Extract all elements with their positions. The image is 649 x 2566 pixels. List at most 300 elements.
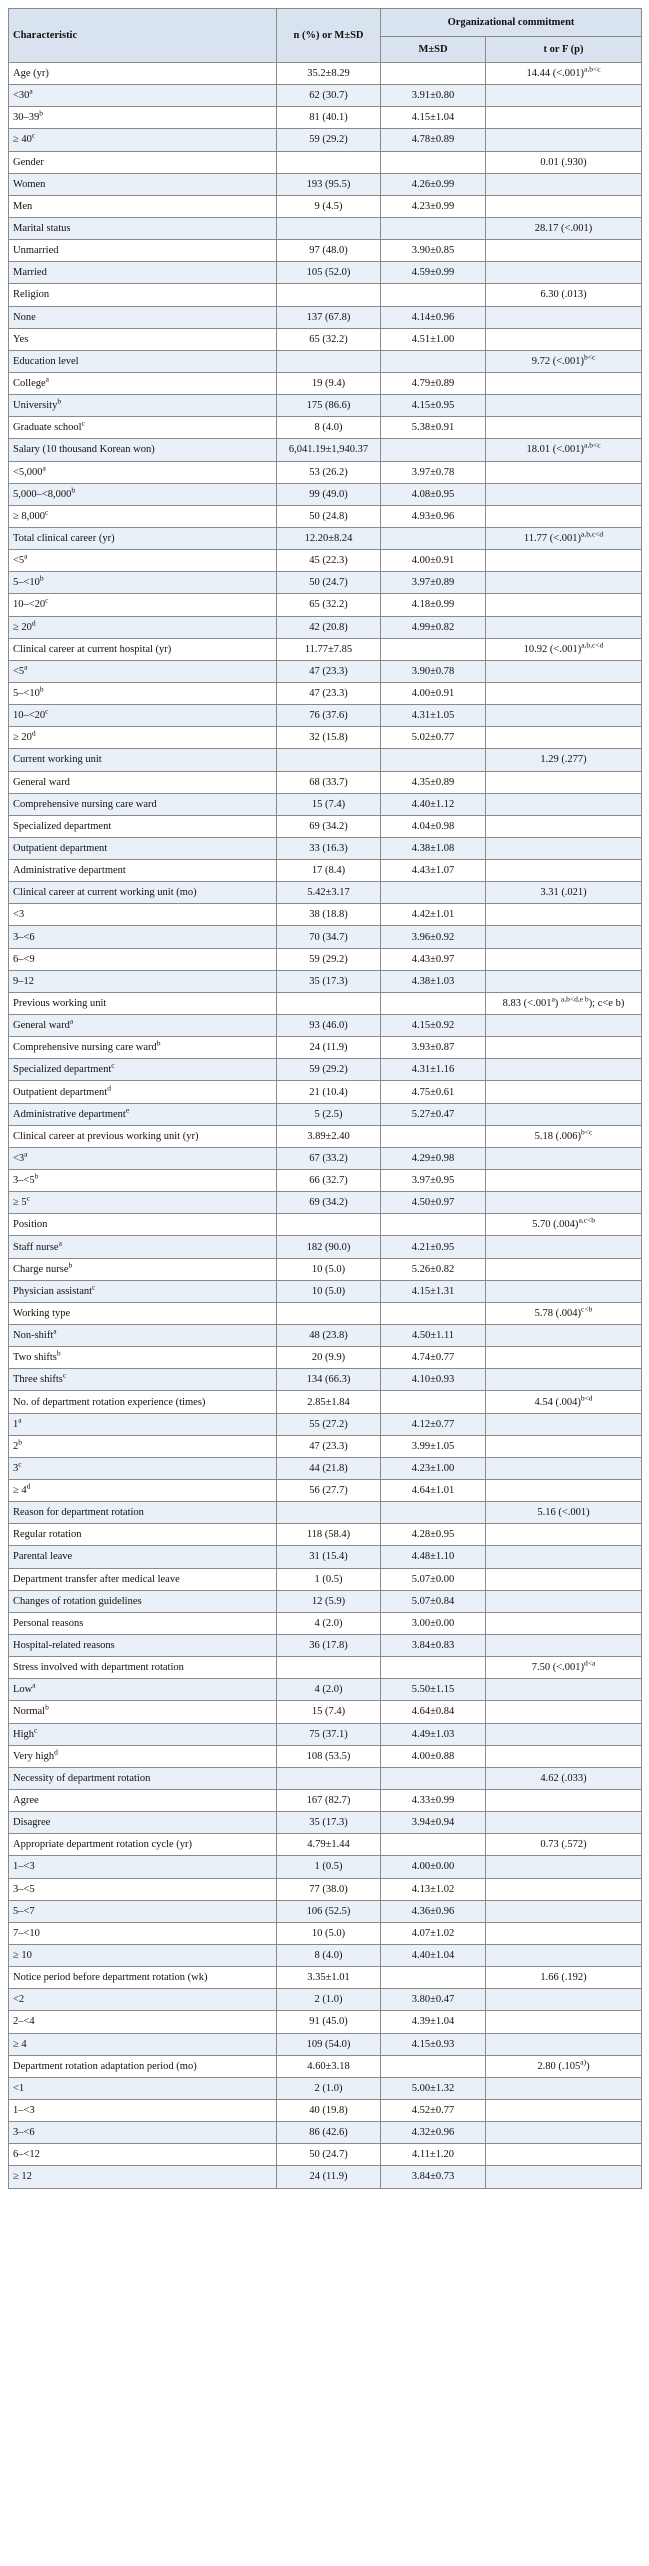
group-superscript: a xyxy=(32,1680,36,1690)
table-row xyxy=(9,195,642,217)
n-percent-value: 69 (34.2) xyxy=(309,1197,348,1209)
table-row xyxy=(9,1125,642,1147)
cell-characteristic xyxy=(9,262,277,284)
posthoc-superscript: a,b<c xyxy=(584,64,601,74)
cell-characteristic xyxy=(9,1347,277,1369)
cell-t-or-f xyxy=(486,1125,642,1147)
characteristic-label: University xyxy=(13,400,58,412)
group-superscript: b xyxy=(18,1437,22,1447)
cell-n-percent xyxy=(277,2144,381,2166)
n-percent-value: 19 (9.4) xyxy=(311,378,346,390)
n-percent-value: 10 (5.0) xyxy=(311,1927,346,1939)
msd-value: 3.84±0.83 xyxy=(411,1640,455,1652)
t-or-f-value-tail: ) xyxy=(586,2060,590,2072)
cell-characteristic xyxy=(9,1280,277,1302)
cell-n-percent xyxy=(277,1989,381,2011)
characteristic-label: Parental leave xyxy=(13,1551,73,1563)
cell-n-percent xyxy=(277,262,381,284)
table-row xyxy=(9,638,642,660)
characteristic-label: Notice period before department rotation (wk) xyxy=(13,1972,208,1984)
cell-n-percent xyxy=(277,1922,381,1944)
msd-value: 3.96±0.92 xyxy=(411,931,455,943)
table-row xyxy=(9,682,642,704)
t-or-f-value: 8.83 (<.001 xyxy=(502,997,552,1009)
cell-msd xyxy=(381,705,486,727)
characteristic-label: <5,000 xyxy=(13,466,43,478)
cell-t-or-f xyxy=(486,1679,642,1701)
table-row xyxy=(9,395,642,417)
cell-n-percent xyxy=(277,1679,381,1701)
characteristic-label: 7–<10 xyxy=(13,1927,40,1939)
table-row xyxy=(9,2144,642,2166)
table-row xyxy=(9,350,642,372)
table-row xyxy=(9,129,642,151)
cell-characteristic xyxy=(9,1989,277,2011)
cell-n-percent xyxy=(277,1568,381,1590)
table-row xyxy=(9,1103,642,1125)
cell-t-or-f xyxy=(486,1347,642,1369)
cell-n-percent xyxy=(277,882,381,904)
cell-characteristic xyxy=(9,63,277,85)
n-percent-value: 175 (86.6) xyxy=(306,400,351,412)
group-superscript: e xyxy=(125,1105,130,1115)
cell-msd xyxy=(381,860,486,882)
msd-value: 4.07±1.02 xyxy=(411,1927,455,1939)
n-percent-value: 99 (49.0) xyxy=(309,488,348,500)
cell-t-or-f xyxy=(486,372,642,394)
characteristic-label: Outpatient department xyxy=(13,1086,108,1098)
n-percent-value: 21 (10.4) xyxy=(309,1086,348,1098)
n-percent-value: 75 (37.1) xyxy=(309,1728,348,1740)
t-or-f-value: 18.01 (<.001) xyxy=(526,444,585,456)
cell-t-or-f xyxy=(486,439,642,461)
cell-n-percent xyxy=(277,749,381,771)
msd-value: 4.11±1.20 xyxy=(411,2149,455,2161)
table-row xyxy=(9,904,642,926)
cell-n-percent xyxy=(277,1967,381,1989)
group-superscript: b xyxy=(39,684,44,694)
t-or-f-value: 6.30 (.013) xyxy=(540,289,587,301)
cell-characteristic xyxy=(9,837,277,859)
cell-characteristic xyxy=(9,483,277,505)
t-or-f-value: 5.78 (.004) xyxy=(534,1307,582,1319)
msd-value: 5.27±0.47 xyxy=(411,1108,455,1120)
group-superscript: a xyxy=(24,1149,28,1159)
cell-n-percent xyxy=(277,1502,381,1524)
characteristic-label: Specialized department xyxy=(13,820,112,832)
characteristic-label: ≥ 20 xyxy=(13,621,32,633)
msd-value: 5.07±0.00 xyxy=(411,1573,455,1585)
table-row xyxy=(9,1612,642,1634)
n-percent-value: 15 (7.4) xyxy=(311,798,346,810)
characteristic-label: No. of department rotation experience (times) xyxy=(13,1396,206,1408)
cell-msd xyxy=(381,793,486,815)
cell-msd xyxy=(381,1170,486,1192)
table-row xyxy=(9,1812,642,1834)
cell-t-or-f xyxy=(486,173,642,195)
cell-n-percent xyxy=(277,129,381,151)
cell-characteristic xyxy=(9,1967,277,1989)
cell-n-percent xyxy=(277,2099,381,2121)
msd-value: 4.48±1.10 xyxy=(411,1551,455,1563)
cell-t-or-f xyxy=(486,2122,642,2144)
characteristic-label: Regular rotation xyxy=(13,1529,82,1541)
cell-n-percent xyxy=(277,1546,381,1568)
table-row xyxy=(9,550,642,572)
cell-characteristic xyxy=(9,616,277,638)
characteristic-label: 5,000–<8,000 xyxy=(13,488,72,500)
cell-characteristic xyxy=(9,660,277,682)
characteristic-label: 10–<20 xyxy=(13,599,46,611)
msd-value: 4.00±0.88 xyxy=(411,1750,455,1762)
n-percent-value: 67 (33.2) xyxy=(309,1152,348,1164)
t-or-f-value: 2.80 (.105 xyxy=(537,2060,581,2072)
cell-n-percent xyxy=(277,1944,381,1966)
msd-value: 3.97±0.78 xyxy=(411,466,455,478)
n-percent-value: 86 (42.6) xyxy=(309,2127,348,2139)
characteristic-label: Personal reasons xyxy=(13,1617,84,1629)
characteristic-label: College xyxy=(13,378,46,390)
msd-value: 4.51±1.00 xyxy=(411,333,455,345)
table-row xyxy=(9,2166,642,2188)
characteristic-label: Yes xyxy=(13,333,29,345)
cell-characteristic xyxy=(9,1502,277,1524)
table-row xyxy=(9,1170,642,1192)
characteristic-label: 1–<3 xyxy=(13,2105,35,2116)
characteristic-label: Education level xyxy=(13,355,79,367)
cell-msd xyxy=(381,1325,486,1347)
table-row xyxy=(9,594,642,616)
msd-value: 4.42±1.01 xyxy=(411,909,455,921)
cell-msd xyxy=(381,1767,486,1789)
cell-characteristic xyxy=(9,2055,277,2077)
msd-value: 4.21±0.95 xyxy=(411,1241,455,1253)
table-row xyxy=(9,749,642,771)
cell-n-percent xyxy=(277,771,381,793)
n-percent-value: 36 (17.8) xyxy=(309,1640,348,1652)
cell-characteristic xyxy=(9,2033,277,2055)
msd-value: 4.33±0.99 xyxy=(411,1795,455,1807)
cell-t-or-f xyxy=(486,107,642,129)
cell-n-percent xyxy=(277,461,381,483)
characteristic-label: Total clinical career (yr) xyxy=(13,533,115,545)
characteristic-label: 1–<3 xyxy=(13,1861,35,1873)
cell-characteristic xyxy=(9,107,277,129)
cell-t-or-f xyxy=(486,594,642,616)
characteristics-table xyxy=(8,8,642,2189)
cell-characteristic xyxy=(9,1568,277,1590)
table-row xyxy=(9,1856,642,1878)
n-percent-value: 31 (15.4) xyxy=(309,1551,348,1563)
table-row xyxy=(9,1302,642,1324)
cell-t-or-f xyxy=(486,2055,642,2077)
n-percent-value: 65 (32.2) xyxy=(309,599,348,611)
characteristic-label: Clinical career at previous working unit (yr) xyxy=(13,1130,199,1142)
t-or-f-value: 11.77 (<.001) xyxy=(523,533,582,545)
characteristic-label: 5–<7 xyxy=(13,1905,35,1917)
cell-t-or-f xyxy=(486,1369,642,1391)
msd-value: 4.43±0.97 xyxy=(411,953,455,965)
group-superscript: c xyxy=(31,130,36,140)
msd-value: 4.10±0.93 xyxy=(411,1374,455,1386)
cell-characteristic xyxy=(9,1900,277,1922)
msd-value: 4.15±0.95 xyxy=(411,400,455,412)
n-percent-value: 109 (54.0) xyxy=(306,2038,351,2050)
cell-msd xyxy=(381,306,486,328)
n-percent-value: 4 (2.0) xyxy=(314,1684,343,1696)
cell-msd xyxy=(381,1657,486,1679)
cell-n-percent xyxy=(277,616,381,638)
characteristic-label: 5–<10 xyxy=(13,577,40,589)
cell-characteristic xyxy=(9,2166,277,2188)
n-percent-value: 108 (53.5) xyxy=(306,1750,351,1762)
cell-characteristic xyxy=(9,195,277,217)
cell-characteristic xyxy=(9,1679,277,1701)
characteristic-label: ≥ 10 xyxy=(13,1950,32,1962)
cell-msd xyxy=(381,240,486,262)
cell-msd xyxy=(381,372,486,394)
n-percent-value: 9 (4.5) xyxy=(314,200,343,212)
cell-t-or-f xyxy=(486,793,642,815)
n-percent-value: 55 (27.2) xyxy=(309,1418,348,1430)
characteristic-label: Reason for department rotation xyxy=(13,1507,144,1519)
cell-n-percent xyxy=(277,2011,381,2033)
cell-t-or-f xyxy=(486,638,642,660)
msd-value: 4.23±0.99 xyxy=(411,200,455,212)
table-row xyxy=(9,85,642,107)
header-organizational-commitment: Organizational commitment xyxy=(381,9,642,37)
cell-n-percent xyxy=(277,2122,381,2144)
cell-msd xyxy=(381,1280,486,1302)
n-percent-value: 3.89±2.40 xyxy=(307,1130,350,1142)
characteristic-label: Salary (10 thousand Korean won) xyxy=(13,444,155,456)
cell-t-or-f xyxy=(486,1214,642,1236)
table-row xyxy=(9,439,642,461)
characteristic-label: 6–<12 xyxy=(13,2149,40,2161)
cell-msd xyxy=(381,350,486,372)
cell-msd xyxy=(381,85,486,107)
cell-n-percent xyxy=(277,705,381,727)
msd-value: 4.23±1.00 xyxy=(411,1462,455,1474)
n-percent-value: 77 (38.0) xyxy=(309,1883,348,1895)
msd-value: 4.04±0.98 xyxy=(411,820,455,832)
characteristic-label: None xyxy=(13,311,36,323)
cell-msd xyxy=(381,1015,486,1037)
n-percent-value: 11.77±7.85 xyxy=(304,643,353,655)
cell-characteristic xyxy=(9,2144,277,2166)
cell-msd xyxy=(381,727,486,749)
cell-msd xyxy=(381,638,486,660)
cell-n-percent xyxy=(277,1015,381,1037)
table-row xyxy=(9,970,642,992)
characteristic-label: 3–<6 xyxy=(13,931,35,943)
cell-characteristic xyxy=(9,1037,277,1059)
group-superscript: c xyxy=(81,418,85,428)
cell-msd xyxy=(381,2077,486,2099)
characteristic-label: <5 xyxy=(13,665,25,677)
cell-characteristic xyxy=(9,350,277,372)
cell-characteristic xyxy=(9,1192,277,1214)
msd-value: 4.00±0.91 xyxy=(411,688,455,699)
characteristic-label: Stress involved with department rotation xyxy=(13,1662,184,1674)
cell-msd xyxy=(381,284,486,306)
n-percent-value: 118 (58.4) xyxy=(306,1529,351,1541)
group-superscript: c xyxy=(111,1060,115,1070)
msd-value: 5.38±0.91 xyxy=(411,422,455,434)
cell-n-percent xyxy=(277,660,381,682)
cell-characteristic xyxy=(9,1103,277,1125)
table-row xyxy=(9,284,642,306)
table-row xyxy=(9,1989,642,2011)
n-percent-value: 40 (19.8) xyxy=(309,2105,348,2116)
cell-t-or-f xyxy=(486,749,642,771)
msd-value: 4.38±1.08 xyxy=(411,842,455,854)
table-row xyxy=(9,306,642,328)
characteristic-label: <5 xyxy=(13,555,25,567)
characteristic-label: ≥ 40 xyxy=(13,134,32,146)
group-superscript: d xyxy=(54,1747,58,1757)
cell-t-or-f xyxy=(486,1856,642,1878)
cell-msd xyxy=(381,970,486,992)
table-row xyxy=(9,1546,642,1568)
table-row xyxy=(9,1480,642,1502)
cell-t-or-f xyxy=(486,2144,642,2166)
n-percent-value: 56 (27.7) xyxy=(309,1485,348,1497)
table-row xyxy=(9,1325,642,1347)
cell-characteristic xyxy=(9,1590,277,1612)
group-superscript: a xyxy=(58,1238,62,1248)
n-percent-value: 35 (17.3) xyxy=(309,1817,348,1829)
n-percent-value: 12.20±8.24 xyxy=(304,533,353,545)
table-row xyxy=(9,948,642,970)
cell-n-percent xyxy=(277,1789,381,1811)
characteristic-label: General ward xyxy=(13,776,70,788)
characteristic-label: 5–<10 xyxy=(13,688,40,699)
cell-t-or-f xyxy=(486,85,642,107)
msd-value: 3.99±1.05 xyxy=(411,1440,455,1452)
msd-value: 3.90±0.78 xyxy=(411,665,455,677)
table-row xyxy=(9,527,642,549)
characteristic-label: <3 xyxy=(13,1152,25,1164)
cell-n-percent xyxy=(277,173,381,195)
msd-value: 4.64±0.84 xyxy=(411,1706,455,1718)
cell-t-or-f xyxy=(486,527,642,549)
group-superscript: a xyxy=(69,1016,74,1026)
cell-t-or-f xyxy=(486,1634,642,1656)
characteristic-label: Very high xyxy=(13,1750,55,1762)
cell-msd xyxy=(381,1302,486,1324)
cell-t-or-f xyxy=(486,1325,642,1347)
n-percent-value: 137 (67.8) xyxy=(306,311,351,323)
msd-value: 4.59±0.99 xyxy=(411,267,455,279)
cell-t-or-f xyxy=(486,417,642,439)
cell-t-or-f xyxy=(486,705,642,727)
table-row xyxy=(9,1679,642,1701)
cell-msd xyxy=(381,1900,486,1922)
cell-msd xyxy=(381,1413,486,1435)
cell-n-percent xyxy=(277,328,381,350)
characteristic-label: 6–<9 xyxy=(13,953,35,965)
header-msd: M±SD xyxy=(381,37,486,63)
n-percent-value: 65 (32.2) xyxy=(309,333,348,345)
characteristic-label: 9–12 xyxy=(13,975,34,987)
posthoc-superscript: d<a xyxy=(584,1658,596,1668)
cell-n-percent xyxy=(277,85,381,107)
characteristic-label: Agree xyxy=(13,1795,39,1807)
cell-characteristic xyxy=(9,1634,277,1656)
cell-n-percent xyxy=(277,1723,381,1745)
table-body xyxy=(9,63,642,2189)
characteristic-label: Previous working unit xyxy=(13,997,107,1009)
t-or-f-value: 7.50 (<.001) xyxy=(531,1662,584,1674)
cell-msd xyxy=(381,682,486,704)
cell-t-or-f xyxy=(486,660,642,682)
t-or-f-value: 4.62 (.033) xyxy=(540,1772,587,1784)
characteristic-label: Married xyxy=(13,267,47,279)
characteristic-label: <30 xyxy=(13,90,30,102)
table-row xyxy=(9,151,642,173)
cell-characteristic xyxy=(9,1657,277,1679)
cell-t-or-f xyxy=(486,1922,642,1944)
cell-characteristic xyxy=(9,882,277,904)
posthoc-superscript: b<c xyxy=(581,1127,593,1137)
cell-msd xyxy=(381,1967,486,1989)
cell-n-percent xyxy=(277,483,381,505)
msd-value: 3.94±0.94 xyxy=(411,1817,455,1829)
characteristic-label: Women xyxy=(13,178,46,190)
n-percent-value: 12 (5.9) xyxy=(311,1595,346,1607)
characteristic-label: 3–<6 xyxy=(13,2127,35,2139)
cell-t-or-f xyxy=(486,2033,642,2055)
cell-t-or-f xyxy=(486,1147,642,1169)
cell-t-or-f xyxy=(486,483,642,505)
table-row xyxy=(9,1701,642,1723)
group-superscript: a xyxy=(18,1415,22,1425)
characteristic-label: Two shifts xyxy=(13,1352,57,1364)
cell-characteristic xyxy=(9,1856,277,1878)
cell-msd xyxy=(381,1103,486,1125)
cell-n-percent xyxy=(277,1236,381,1258)
group-superscript: b xyxy=(34,1171,39,1181)
table-row xyxy=(9,173,642,195)
cell-msd xyxy=(381,616,486,638)
table-row xyxy=(9,1524,642,1546)
characteristic-label: Charge nurse xyxy=(13,1263,69,1275)
cell-characteristic xyxy=(9,815,277,837)
n-percent-value: 35 (17.3) xyxy=(309,975,348,987)
posthoc-superscript: a,b<d,e b xyxy=(560,994,589,1004)
t-or-f-value: 5.18 (.006) xyxy=(534,1130,582,1142)
cell-n-percent xyxy=(277,1081,381,1103)
cell-msd xyxy=(381,1634,486,1656)
cell-n-percent xyxy=(277,1435,381,1457)
t-or-f-value-tail: ); c<e b) xyxy=(588,997,625,1009)
cell-t-or-f xyxy=(486,727,642,749)
cell-characteristic xyxy=(9,1435,277,1457)
cell-t-or-f xyxy=(486,1789,642,1811)
cell-n-percent xyxy=(277,1856,381,1878)
cell-t-or-f xyxy=(486,550,642,572)
cell-msd xyxy=(381,815,486,837)
cell-t-or-f xyxy=(486,926,642,948)
table-row xyxy=(9,572,642,594)
cell-characteristic xyxy=(9,2099,277,2121)
cell-characteristic xyxy=(9,904,277,926)
cell-t-or-f xyxy=(486,572,642,594)
cell-t-or-f xyxy=(486,1015,642,1037)
group-superscript: d xyxy=(31,728,36,738)
table-row xyxy=(9,1347,642,1369)
